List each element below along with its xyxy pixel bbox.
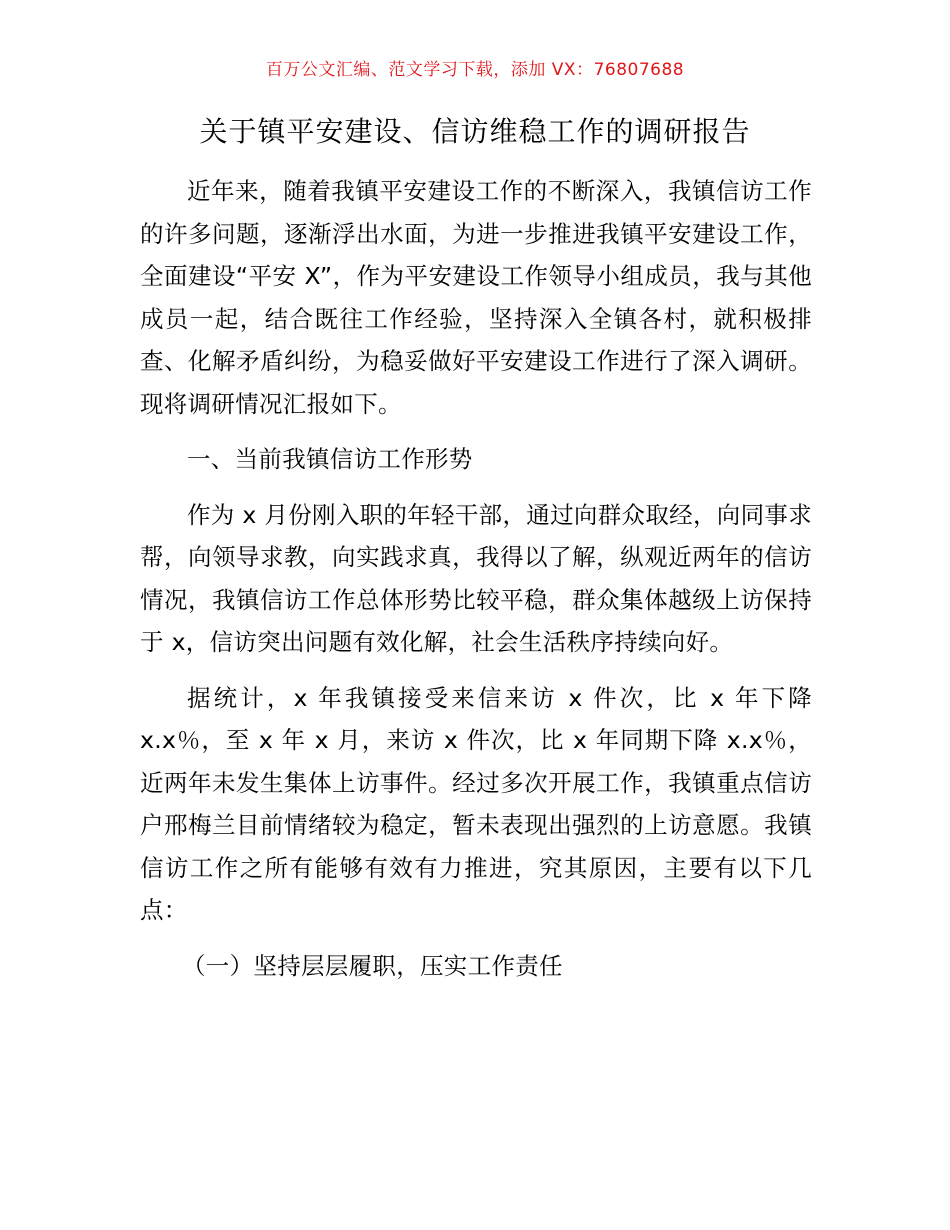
paragraph-situation: 作为 x 月份刚入职的年轻干部，通过向群众取经，向同事求帮，向领导求教，向实践求真，我得以了解，纵观近两年的信访情况，我镇信访工作总体形势比较平稳，群众集体越级上访保持于 x，信访突出问题有效化解，社会生活秩序持续向好。 [140, 500, 812, 656]
header-banner: 百万公文汇编、范文学习下载，添加 VX：76807688 [265, 60, 685, 80]
paragraph-statistics: 据统计，x 年我镇接受来信来访 x 件次，比 x 年下降 x.x％，至 x 年 x 月，来访 x 件次，比 x 年同期下降 x.x％，近两年未发生集体上访事件。经过多次开展工作，我镇重点信访户邢梅兰目前情绪较为稳定，暂未表现出强烈的上访意愿。我镇信访工作之所有能够有效有力推进，究其原因，主要有以下几点： [140, 683, 812, 924]
subsection-heading-1: （一）坚持层层履职，压实工作责任 [182, 951, 563, 980]
document-body [140, 170, 812, 1000]
section-heading-1: 一、当前我镇信访工作形势 [187, 445, 473, 473]
paragraph-intro: 近年来，随着我镇平安建设工作的不断深入，我镇信访工作的许多问题，逐渐浮出水面，为进一步推进我镇平安建设工作，全面建设“平安 X”，作为平安建设工作领导小组成员，我与其他成员一起，结合既往工作经验，坚持深入全镇各村，就积极排查、化解矛盾纠纷，为稳妥做好平安建设工作进行了深入调研。现将调研情况汇报如下。 [140, 177, 812, 418]
document-title: 关于镇平安建设、信访维稳工作的调研报告 [199, 115, 751, 148]
